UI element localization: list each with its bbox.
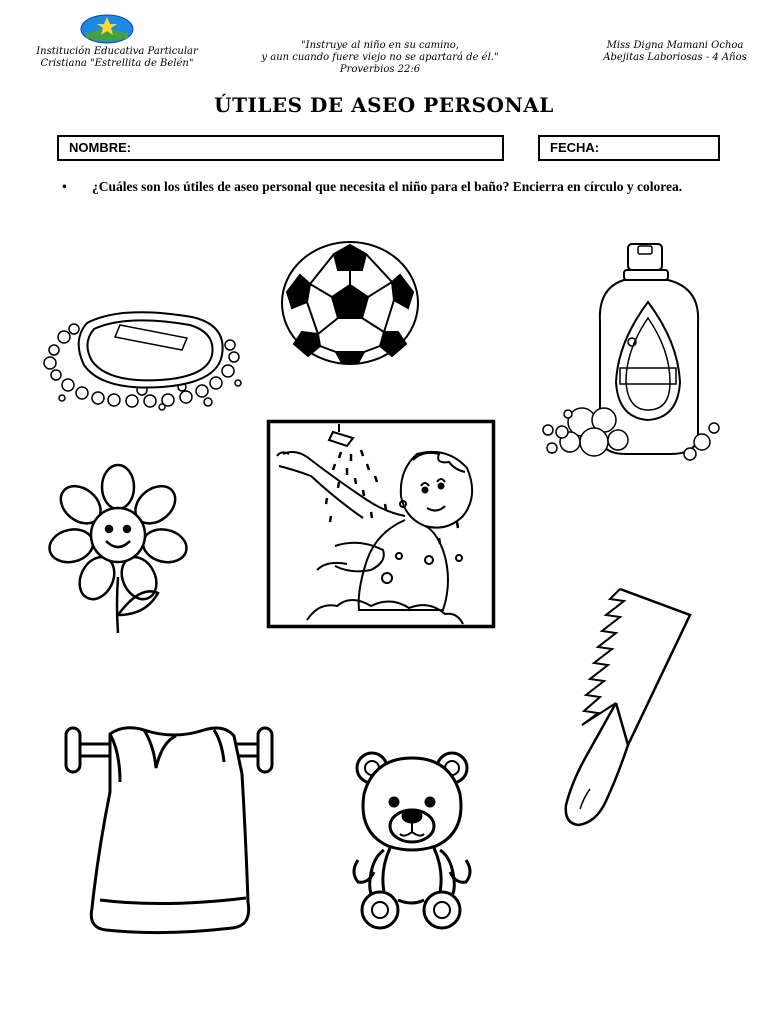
soccer-ball-illustration: [280, 240, 420, 366]
child-showering-illustration: [267, 420, 495, 628]
instruction: [62, 178, 722, 195]
bullet-icon: •: [62, 179, 67, 194]
name-field[interactable]: [57, 135, 504, 161]
verse-line-2: y aun cuando fuere viejo no se apartará de él.": [261, 52, 499, 63]
name-label: NOMBRE:: [69, 140, 132, 155]
date-label: FECHA:: [550, 140, 600, 155]
school-logo: [80, 14, 134, 44]
date-field[interactable]: [538, 135, 720, 161]
institution-name: [22, 46, 212, 70]
teacher-name: Miss Digna Mamani Ochoa: [606, 40, 744, 51]
verse-reference: Proverbios 22:6: [339, 64, 421, 75]
teddy-bear-illustration: [350, 750, 474, 930]
institution-line-2: Cristiana "Estrellita de Belén": [40, 58, 194, 69]
shampoo-bottle-illustration: [540, 242, 720, 464]
page-title: ÚTILES DE ASEO PERSONAL: [214, 93, 554, 117]
instruction-text: ¿Cuáles son los útiles de aseo personal que necesita el niño para el baño? Encierra en círculo y colorea.: [92, 179, 683, 194]
flower-illustration: [50, 465, 190, 635]
class-name: Abejitas Laboriosas - 4 Años: [603, 52, 747, 63]
comb-illustration: [558, 585, 698, 830]
teacher-info: [590, 40, 760, 64]
verse-line-1: "Instruye al niño en su camino,: [301, 40, 459, 51]
bible-verse: [240, 40, 520, 76]
institution-line-1: Institución Educativa Particular: [36, 46, 198, 57]
towel-illustration: [64, 722, 278, 940]
soap-illustration: [42, 305, 242, 410]
